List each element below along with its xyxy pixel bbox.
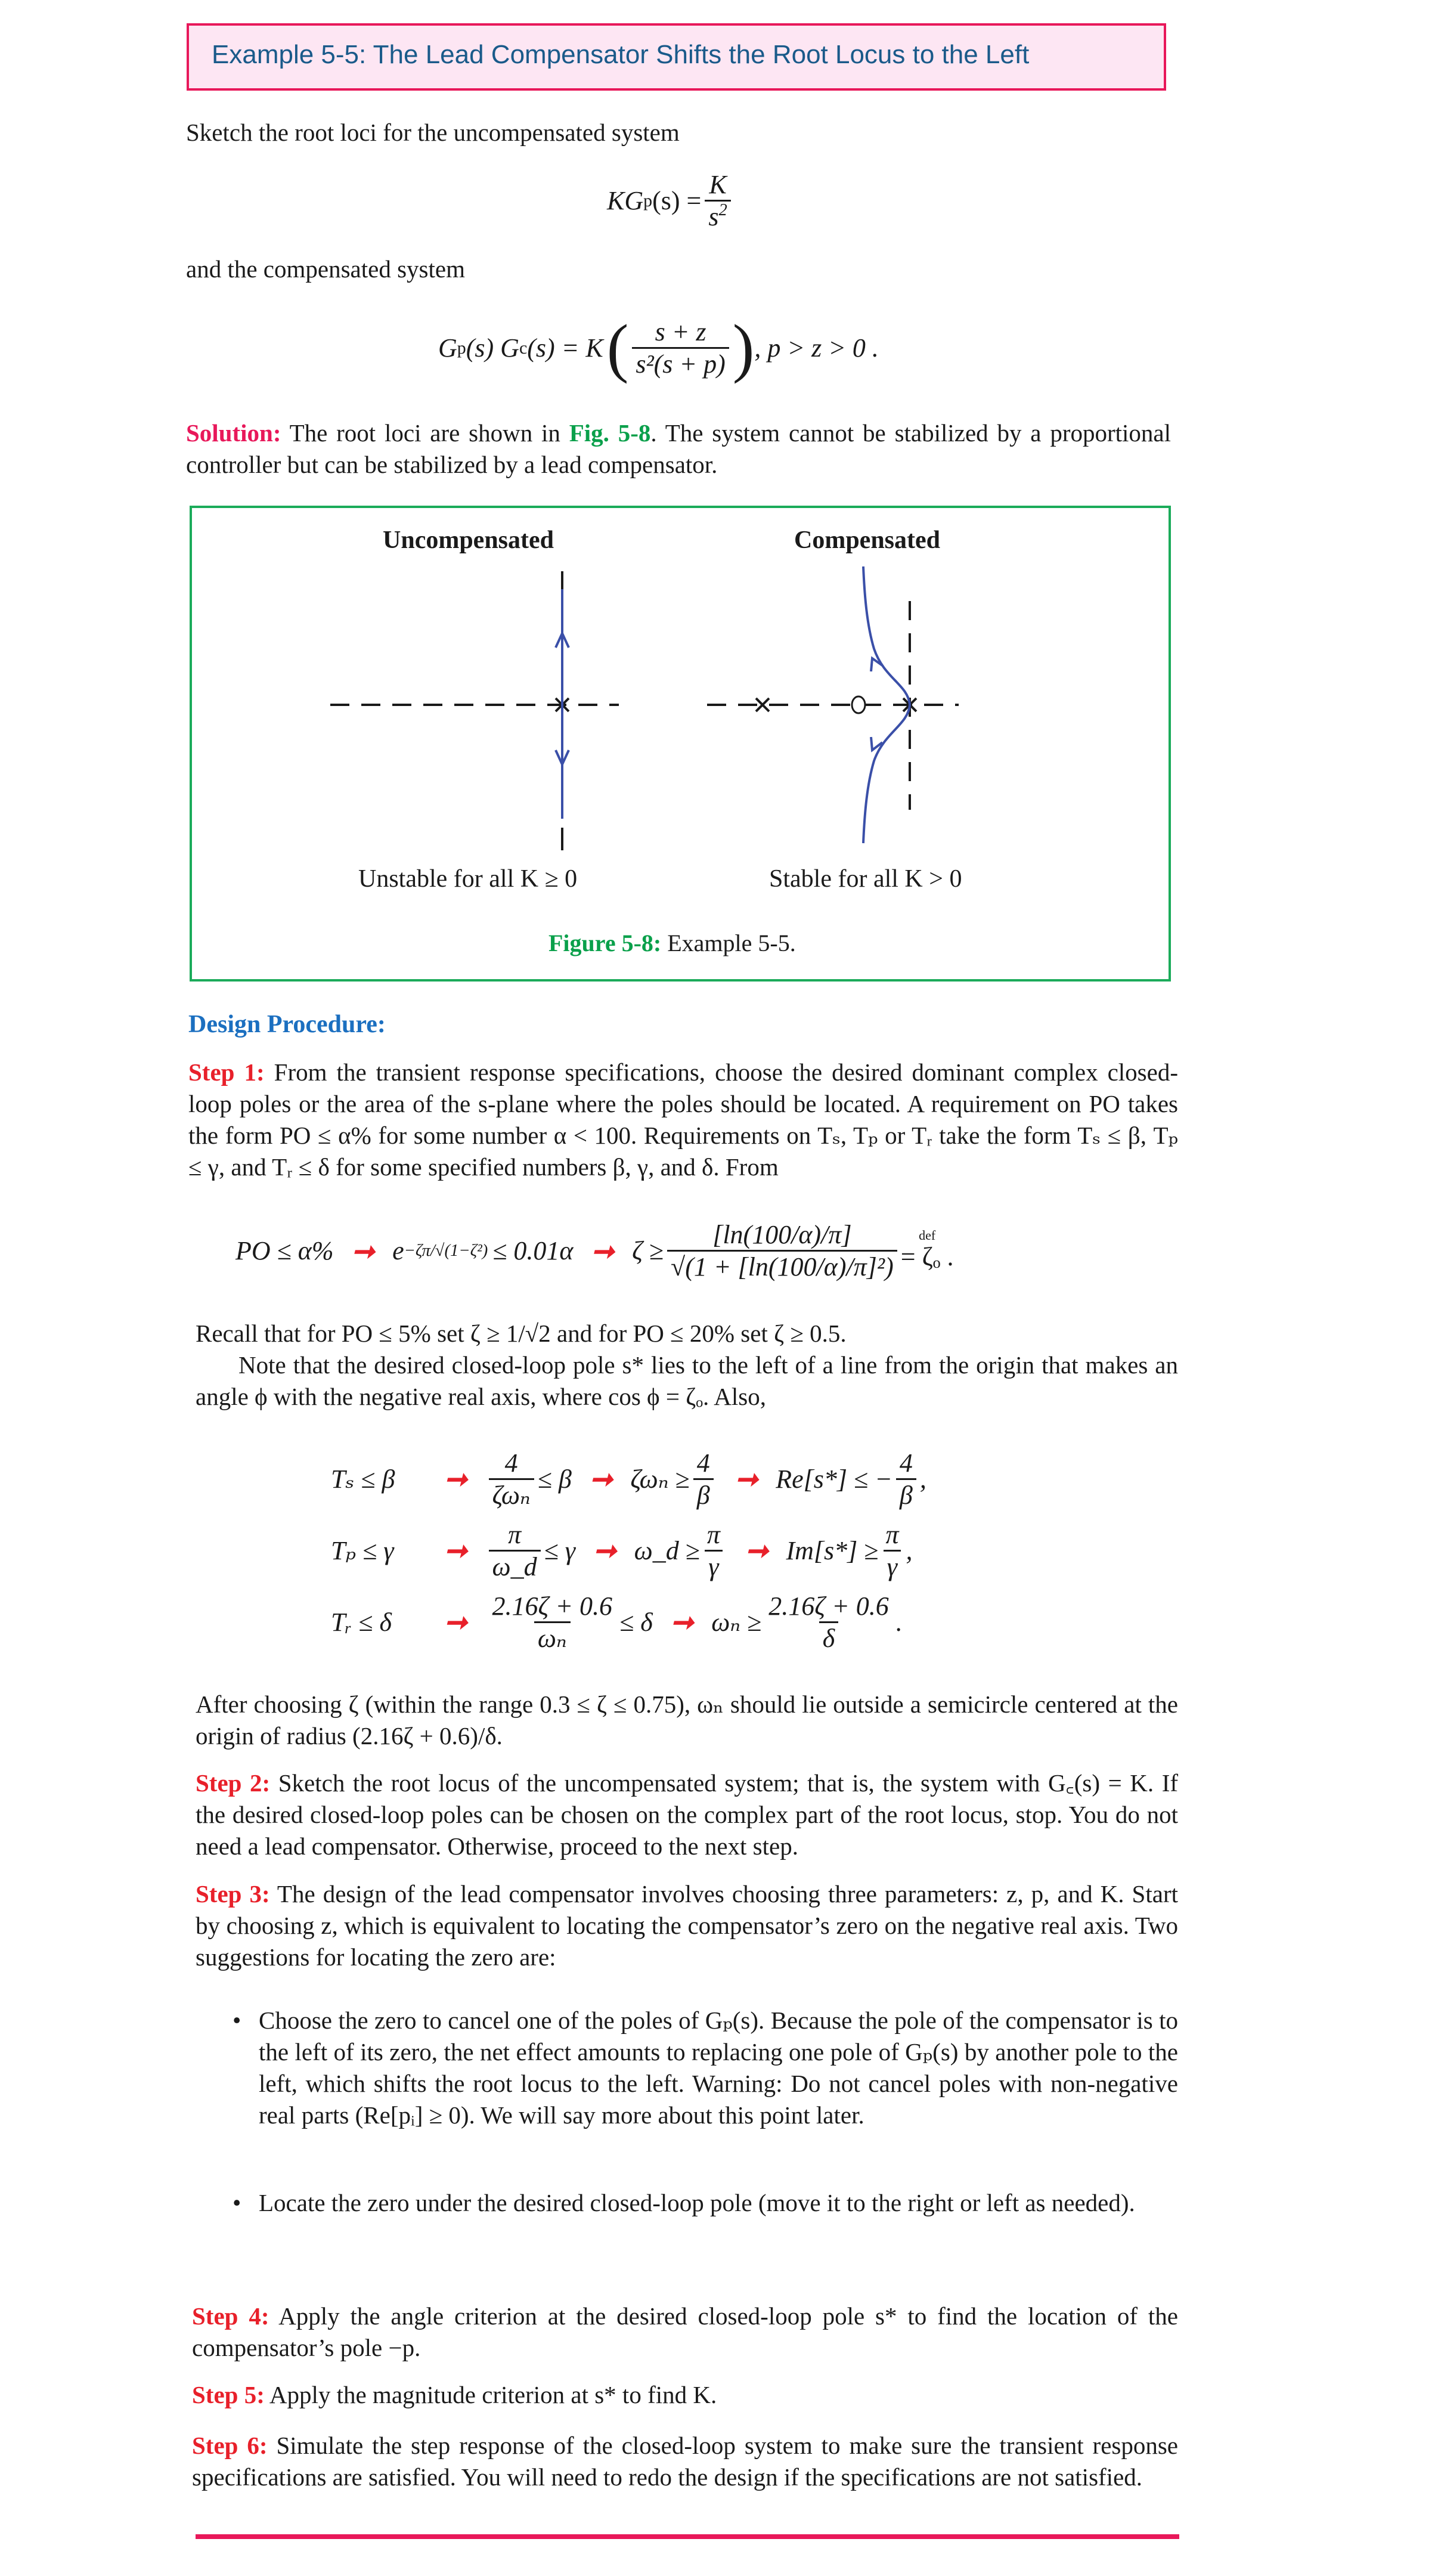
red-arrow-icon: ➞ [593,1535,616,1566]
spec-b-frac [489,1448,534,1510]
spec-end: , [906,1535,913,1565]
uncompensated-plot [330,571,619,850]
recall-text: Recall that for PO ≤ 5% set ζ ≥ 1/√2 and for PO ≤ 20% set ζ ≥ 0.5. [196,1320,847,1347]
figure-reference-link[interactable]: Fig. 5-8 [569,419,651,447]
spec-c-num: 4 [696,1448,710,1478]
zero-circle-icon [852,696,865,713]
spec-b-rhs: ≤ δ [619,1607,653,1637]
red-arrow-icon: ➞ [444,1607,467,1637]
step-6-label: Step 6: [192,2432,268,2459]
red-arrow-icon: ➞ [745,1535,768,1566]
red-arrow-icon: ➞ [351,1236,375,1267]
eq1-arg: (s) = [652,186,702,215]
spec-c-lhs: ωₙ ≥ [711,1607,762,1637]
section-end-rule [196,2534,1179,2539]
spec-b-num: π [508,1519,522,1549]
equation-compensated [438,310,879,386]
spec-d-frac [896,1448,916,1510]
step-3-text: The design of the lead compensator involves choosing three parameters: z, p, and K. Start by choosing z, which is equivalent to locating the compensator’s zero on the negative real axis. Two suggestions for locating the zero are: [196,1880,1178,1971]
spec-a: Tᵣ ≤ δ [331,1607,392,1637]
step-3-label: Step 3: [196,1880,270,1908]
spec-c-den: β [693,1478,714,1510]
red-arrow-icon: ➞ [735,1464,758,1494]
spec-c-lhs: ω_d ≥ [634,1535,700,1565]
spec-row-peak [331,1515,1106,1586]
po-eq-a: PO ≤ α% [235,1236,334,1265]
def-label: def [919,1228,936,1243]
bullet-item-1 [233,2005,1178,2131]
bullet-icon: • [233,2007,241,2034]
spec-b-den: ω_d [489,1550,541,1582]
bullet-text-2: Locate the zero under the desired closed-loop pole (move it to the right or left as needed). [259,2189,1135,2216]
solution-label: Solution: [186,419,281,447]
bullet-item-2 [233,2187,1178,2219]
eq2-fraction [632,317,729,379]
solution-text-1: The root loci are shown in [281,419,569,447]
spec-c-frac [703,1519,724,1582]
spec-b-frac [489,1591,616,1654]
bullet-icon: • [233,2189,241,2216]
figure-caption-label: Figure 5-8: [548,930,662,956]
spec-end: , [919,1464,926,1494]
figure-right-caption: Stable for all K > 0 [769,865,962,893]
example-title-box [187,23,1166,91]
eq1-fraction [705,169,730,232]
spec-d-lhs: Im[s*] ≥ [786,1535,879,1565]
spec-c-den: γ [705,1550,722,1582]
spec-b-rhs: ≤ β [537,1464,572,1494]
spec-d-num: π [885,1519,899,1549]
eq1-den [705,200,730,232]
spec-d-lhs: Re[s*] ≤ − [776,1464,892,1494]
equation-uncompensated [607,169,735,232]
spec-a: Tₛ ≤ β [331,1464,395,1494]
step-2-label: Step 2: [196,1769,271,1797]
po-eq-c-lhs: ζ ≥ [632,1236,664,1265]
spec-d-frac [882,1519,902,1582]
eq2-sub1: p [457,338,466,358]
spec-b-den: ωₙ [534,1621,571,1654]
figure-caption [548,929,796,957]
step-1 [188,1057,1178,1183]
step-5-text: Apply the magnitude criterion at s* to find K. [264,2381,717,2408]
spec-b-num: 2.16ζ + 0.6 [492,1591,613,1621]
arrow-up-icon [871,658,882,671]
solution-paragraph [186,417,1171,481]
eq2-mid: (s) G [466,333,519,363]
spec-b-frac [489,1519,541,1582]
step-5-label: Step 5: [192,2381,265,2408]
spec-b-num: 4 [504,1448,518,1478]
eq2-num: s + z [655,317,706,346]
spec-end: . [895,1607,903,1637]
po-eq-den: √(1 + [ln(100/α)/π]²) [667,1250,897,1282]
left-paren: ( [606,311,629,384]
step-3 [196,1878,1178,1973]
figure-right-title: Compensated [794,527,941,554]
red-arrow-icon: ➞ [670,1607,694,1637]
solution-text-2: . The system cannot be stabilized by a proportional controller but can be stabilized by a lead compensator. [186,419,1171,478]
spec-c-lhs: ζωₙ ≥ [630,1464,690,1494]
figure-left-title: Uncompensated [383,527,554,554]
eq2-den: s²(s + p) [632,347,729,379]
spec-c-num: 2.16ζ + 0.6 [768,1591,889,1621]
red-arrow-icon: ➞ [591,1236,615,1267]
right-paren: ) [732,311,755,384]
root-locus-plots [190,506,1171,982]
spec-d-num: 4 [899,1448,913,1478]
step-6-text: Simulate the step response of the closed-loop system to make sure the transient response specifications are satisfied. You will need to redo the design if the specifications are not satisfied. [192,2432,1178,2491]
po-eq-e: e [392,1236,404,1265]
eq2-rhs: (s) = K [527,333,603,363]
step-4 [192,2301,1178,2364]
po-eq-b-rhs: ≤ 0.01α [492,1236,574,1265]
eq2-condition: , p > z > 0 . [754,333,879,363]
spec-equations [331,1443,1106,1658]
spec-c-den: δ [819,1621,838,1654]
eq2-sub2: c [519,338,528,358]
eq1-sub: p [643,190,653,210]
eq1-num: K [709,170,727,199]
example-title: Example 5-5: The Lead Compensator Shifts the Root Locus to the Left [212,40,1030,69]
spec-row-settling [331,1443,1106,1515]
spec-d-den: γ [884,1550,901,1582]
po-eq-num: [ln(100/α)/π] [712,1220,852,1249]
step-4-label: Step 4: [192,2302,269,2330]
compensated-plot [707,601,959,810]
def-equals [901,1230,954,1272]
intro-line-2: and the compensated system [186,255,465,283]
spec-c-frac [693,1448,714,1510]
step-5 [192,2379,1178,2411]
spec-c-frac [765,1591,892,1654]
red-arrow-icon: ➞ [444,1535,467,1566]
figure-left-caption: Unstable for all K ≥ 0 [358,865,578,893]
eq1-den-base: s [708,202,719,231]
design-procedure-heading: Design Procedure: [188,1011,386,1038]
figure-caption-text: Example 5-5. [661,930,796,956]
bullet-text-1: Choose the zero to cancel one of the poles of Gₚ(s). Because the pole of the compensator is to the left of its zero, the net effect amounts to replacing one pole of Gₚ(s) by another pole to the left, which shifts the root locus to the left. Warning: Do not cancel poles with non-negative real parts (Re[pᵢ] ≥ 0). We will say more about this point later. [259,2007,1178,2129]
spec-a: Tₚ ≤ γ [331,1535,394,1565]
step-2-text: Sketch the root locus of the uncompensated system; that is, the system with G꜀(s) = K. If the desired closed-loop poles can be chosen on the complex part of the root locus, stop. You do not need a lead compensator. Otherwise, proceed to the next step. [196,1769,1178,1860]
eq2-g: G [438,333,457,363]
step-1-label: Step 1: [188,1058,265,1086]
step-4-text: Apply the angle criterion at the desired closed-loop pole s* to find the location of the compensator’s pole −p. [192,2302,1179,2361]
eq1-den-exp: 2 [718,200,727,219]
red-arrow-icon: ➞ [589,1464,613,1494]
po-eq-fraction [667,1219,897,1282]
po-eq-rhs: = ζₒ . [900,1242,954,1271]
po-equation: PO ≤ α% ➞ e −ζπ/√(1−ζ²) ≤ 0.01α ➞ ζ ≥ $\frac{[\ln(100/\alpha)/\pi]}{\text{√(1 + [ln(100/α)/π]²)}}$ def = ζₒ . [235,1220,954,1281]
note-text: Note that the desired closed-loop pole s* lies to the left of a line from the origin that makes an angle ϕ with the negative real axis, where cos ϕ = ζₒ. Also, [196,1351,1178,1410]
step-1-text: From the transient response specifications, choose the desired dominant complex closed-loop poles or the area of the s-plane where the poles should be located. A requirement on PO takes the form PO ≤ α% for some number α < 100. Requirements on Tₛ, Tₚ or Tᵣ take the form Tₛ ≤ β, Tₚ ≤ γ, and Tᵣ ≤ δ for some specified numbers β, γ, and δ. From [188,1058,1178,1181]
red-arrow-icon: ➞ [444,1464,467,1494]
spec-c-num: π [706,1519,720,1549]
spec-b-rhs: ≤ γ [544,1535,576,1565]
eq1-lhs: KG [607,186,644,215]
intro-line-1: Sketch the root loci for the uncompensated system [186,119,680,146]
step-6 [192,2430,1178,2493]
after-choosing-text: After choosing ζ (within the range 0.3 ≤ ζ ≤ 0.75), ωₙ should lie outside a semicircle centered at the origin of radius (2.16ζ + 0.6)/δ. [196,1690,1178,1750]
spec-b-den: ζωₙ [489,1478,534,1510]
spec-row-rise [331,1586,1106,1658]
step-2 [196,1767,1178,1862]
spec-d-den: β [896,1478,916,1510]
